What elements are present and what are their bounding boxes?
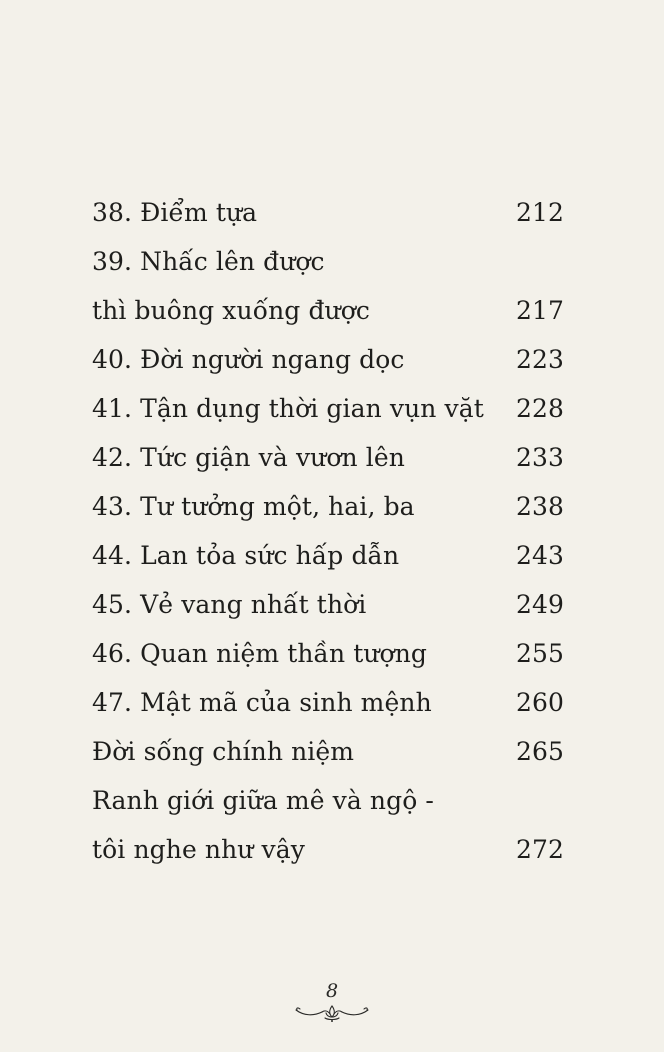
toc-entry-page: 223: [515, 345, 564, 374]
toc-entry-39: [92, 237, 564, 335]
toc-entry-chinh-niem: [92, 727, 564, 776]
page-footer: [0, 980, 664, 1024]
toc-entry-page: 212: [515, 198, 564, 227]
toc-entry-page: 249: [515, 590, 564, 619]
toc-entry-title: 41. Tận dụng thời gian vụn vặt: [92, 394, 484, 423]
toc-entry-42: [92, 433, 564, 482]
toc-entry-45: [92, 580, 564, 629]
toc-entry-title: 42. Tức giận và vươn lên: [92, 443, 405, 472]
toc-entry-title: Ranh giới giữa mê và ngộ - tôi nghe như vậy: [92, 786, 434, 864]
toc-entry-41: [92, 384, 564, 433]
toc-entry-title: 39. Nhấc lên được thì buông xuống được: [92, 247, 371, 325]
toc-entry-title: 44. Lan tỏa sức hấp dẫn: [92, 541, 400, 570]
toc-entry-title: 46. Quan niệm thần tượng: [92, 639, 428, 668]
toc-entry-46: [92, 629, 564, 678]
toc-entry-ranh-gioi: [92, 776, 564, 874]
toc-entry-page: 233: [515, 443, 564, 472]
toc-entry-title: 43. Tư tưởng một, hai, ba: [92, 492, 415, 521]
toc-entry-title: 45. Vẻ vang nhất thời: [92, 590, 367, 619]
toc-entry-38: [92, 188, 564, 237]
floral-ornament-icon: [292, 1002, 372, 1024]
toc-entry-47: [92, 678, 564, 727]
toc-entry-title: 38. Điểm tựa: [92, 198, 258, 227]
toc-entry-page: 272: [515, 835, 564, 864]
toc-entry-page: 255: [515, 639, 564, 668]
toc-entry-page: 243: [515, 541, 564, 570]
toc-entry-page: 265: [515, 737, 564, 766]
page-number: 8: [325, 980, 339, 1002]
toc-entry-page: 260: [515, 688, 564, 717]
toc-entry-44: [92, 531, 564, 580]
toc-entry-40: [92, 335, 564, 384]
toc-entry-page: 228: [515, 394, 564, 423]
toc-entry-43: [92, 482, 564, 531]
toc-entry-page: 238: [515, 492, 564, 521]
toc-entry-page: 217: [515, 296, 564, 325]
toc-entry-title: 47. Mật mã của sinh mệnh: [92, 688, 432, 717]
toc-entry-title: Đời sống chính niệm: [92, 737, 355, 766]
table-of-contents: [92, 188, 564, 874]
toc-entry-title: 40. Đời người ngang dọc: [92, 345, 405, 374]
